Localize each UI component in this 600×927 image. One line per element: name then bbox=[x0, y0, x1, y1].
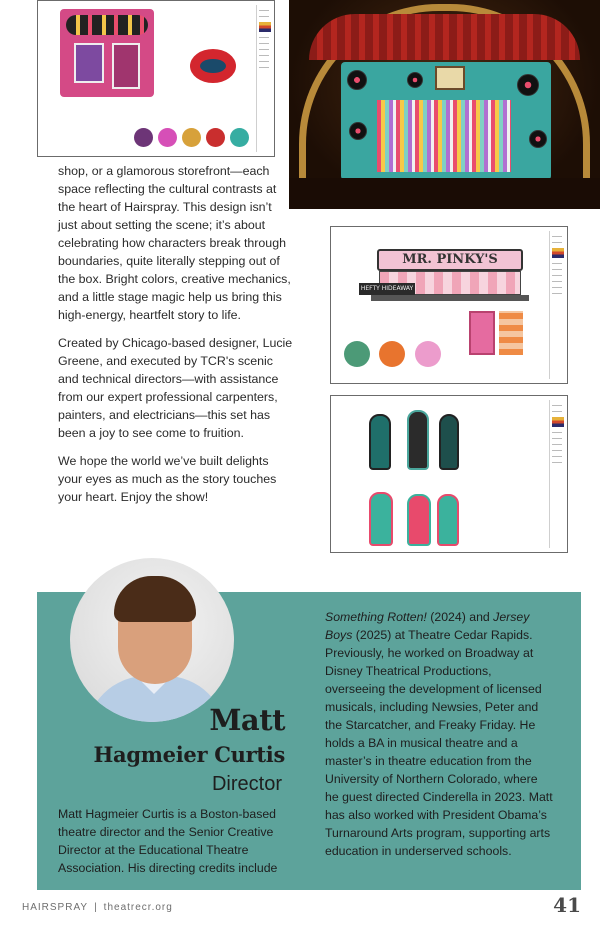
tv-prop bbox=[435, 66, 465, 90]
sub-sign bbox=[359, 283, 415, 295]
director-first-name: Matt bbox=[209, 703, 285, 737]
record-prop bbox=[349, 122, 367, 140]
title-block bbox=[549, 400, 563, 548]
stage-floor bbox=[289, 178, 600, 209]
title-block bbox=[256, 5, 270, 152]
director-last-name: Hagmeier Curtis bbox=[93, 742, 285, 767]
cutout-figure bbox=[407, 410, 429, 470]
swatch-teal bbox=[230, 128, 249, 147]
show-title: Something Rotten! bbox=[325, 610, 427, 624]
storefront-illustration bbox=[60, 9, 154, 97]
lips-record-illustration bbox=[190, 49, 236, 83]
record-prop bbox=[407, 72, 423, 88]
set-design-board-cutouts bbox=[330, 395, 568, 553]
show-title: Jersey Boys bbox=[325, 610, 530, 642]
director-role: Director bbox=[211, 773, 282, 795]
publication-name: HAIRSPRAY bbox=[22, 902, 89, 913]
bio-text: (2024) and bbox=[426, 610, 494, 624]
body-paragraph: We hope the world we’ve built delights your eyes as much as the story touches your heart. Enjoy the show! bbox=[58, 454, 277, 504]
cutout-figure bbox=[369, 414, 391, 470]
page-number: 41 bbox=[553, 893, 581, 917]
body-paragraph: shop, or a glamorous storefront—each space reflecting the cultural contrasts at the heart of Hairspray. This design isn’t just about setting the scene; it’s about celebrating how characters break through boundaries, quite literally stepping out of the box. Bright colors, creative mechanics, and a little stage magic help us bring this high-energy, heartfelt story to life. bbox=[58, 164, 291, 322]
bio-text-left: Matt Hagmeier Curtis is a Boston-based theatre director and the Senior Creative Director at the Educational Theatre Association. His directing credits include bbox=[58, 807, 278, 875]
record-prop bbox=[517, 74, 539, 96]
body-copy bbox=[58, 162, 294, 516]
swatch-green bbox=[344, 341, 370, 367]
swatch-orange bbox=[379, 341, 405, 367]
swatch-purple bbox=[134, 128, 153, 147]
website-link[interactable]: theatrecr.org bbox=[103, 902, 173, 913]
wavy-wall bbox=[499, 311, 523, 355]
bio-text: (2025) at Theatre Cedar Rapids. Previously, he worked on Broadway at Disney Theatrical Productions, overseeing the development of licensed musicals, including Newsies, Peter and the Starcatcher, and Freaky Friday. He holds a BA in musical theatre and a master’s in theatre education from the University of Northern Colorado, where he guest directed Cinderella in 2023. Matt has also worked with President Obama’s Turnaround Arts program, supporting arts education in underserved schools. bbox=[325, 628, 553, 858]
striped-backdrop bbox=[377, 100, 511, 172]
record-prop bbox=[529, 130, 547, 148]
sign-text: MR. PINKY'S bbox=[402, 252, 498, 267]
swatch-red bbox=[206, 128, 225, 147]
swatch-magenta bbox=[158, 128, 177, 147]
record-prop bbox=[347, 70, 367, 90]
swatch-pink bbox=[415, 341, 441, 367]
footer-separator: | bbox=[94, 902, 98, 913]
set-design-board-mr-pinkys bbox=[330, 226, 568, 384]
pink-door bbox=[469, 311, 495, 355]
red-curtain bbox=[309, 14, 580, 60]
set-design-board-storefront bbox=[37, 0, 275, 157]
swatch-gold bbox=[182, 128, 201, 147]
bio-text-right bbox=[325, 608, 553, 860]
cutout-figure bbox=[369, 492, 393, 546]
cutout-figure bbox=[437, 494, 459, 546]
cutout-figure bbox=[407, 494, 431, 546]
page-footer bbox=[22, 902, 173, 913]
sub-sign-text: HEFTY HIDEAWAY bbox=[360, 285, 414, 292]
mr-pinkys-sign bbox=[377, 249, 523, 271]
body-paragraph: Created by Chicago-based designer, Lucie Greene, and executed by TCR's scenic and technical directors—with assistance from our expert professional carpenters, painters, and electricians—this set has been a joy to see come to fruition. bbox=[58, 336, 293, 440]
title-block bbox=[549, 231, 563, 379]
stage-set-photo bbox=[289, 0, 600, 209]
director-portrait bbox=[70, 558, 234, 722]
awning bbox=[371, 295, 529, 301]
cutout-figure bbox=[439, 414, 459, 470]
